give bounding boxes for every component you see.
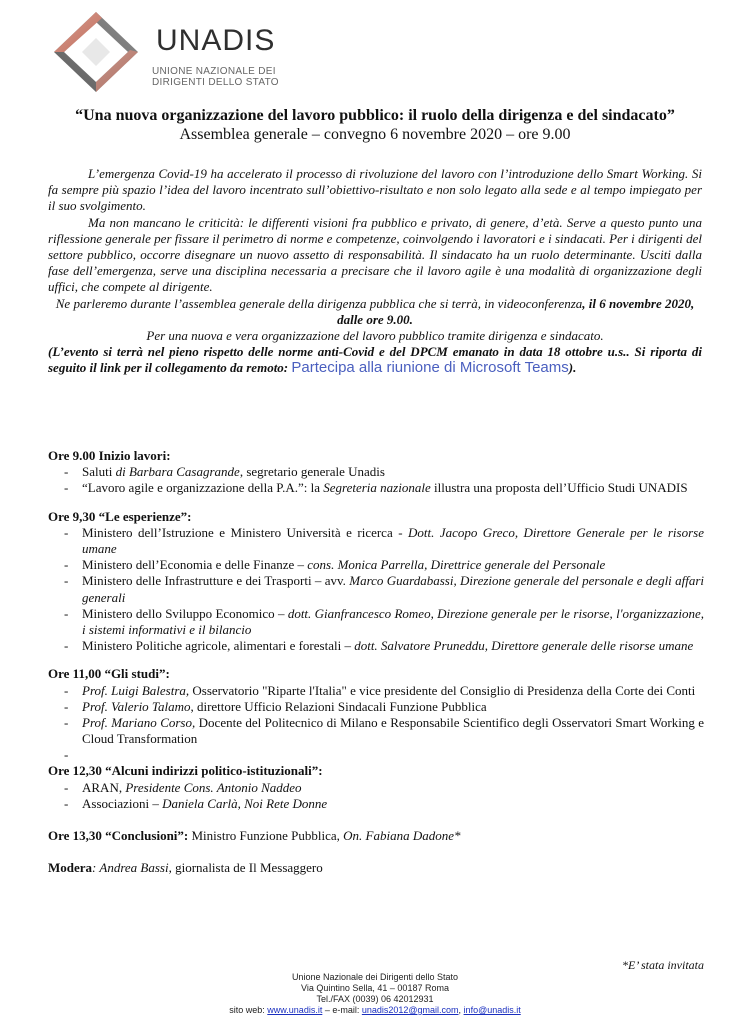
- event-note-end: ).: [568, 360, 577, 376]
- intro-paragraph-2: Ma non mancano le criticità: le differenti visioni fra pubblico e privato, di genere, d’età. Serve a questo punto una riflessione generale per fissare il perimetro di norme e competenze, coinvolgendo i lavoratori e i sindacati. Per i dirigenti del settore pubblico, occorre disegnare un nuovo assetto di responsabilità. Il sindacato ha un ruolo determinante. Usciti dalla fase dell’emergenza, serve una disciplina necessaria a precisare che il lavoro agile è una modalità di organizzazione degli uffici, che compete al dirigente.: [48, 214, 702, 295]
- item-person: Daniela Carlà, Noi Rete Donne: [162, 795, 328, 811]
- item-role: , segretario generale Unadis: [239, 464, 385, 480]
- item-text: Ministero dello Sviluppo Economico –: [82, 605, 288, 621]
- item-person: Prof. Mariano Corso,: [82, 715, 196, 731]
- event-note-text: (L’evento si terrà nel pieno rispetto delle norme anti-Covid e del DPCM emanato in data 18 ottobre u.s.. Si riporta di seguito il link per il collegamento da remoto:: [48, 344, 702, 376]
- item-text: Ministero Politiche agricole, alimentari e forestali –: [82, 638, 355, 654]
- logo-title: UNADIS: [156, 24, 276, 57]
- item-person: dott. Salvatore Pruneddu, Direttore generale delle risorse umane: [354, 638, 694, 654]
- unadis-logo: [48, 10, 308, 94]
- item-text: Saluti: [82, 464, 116, 480]
- item-text: “Lavoro agile e organizzazione della P.A.”: la: [82, 480, 324, 496]
- footer-email-label: – e-mail:: [322, 1005, 362, 1015]
- list-item: [48, 699, 704, 715]
- program-heading: Ore 11,00 “Gli studi”:: [48, 666, 170, 682]
- invited-note: *E’ stata invitata: [622, 958, 704, 972]
- item-person: Dott. Jacopo Greco, Direttore Generale per le risorse umane: [82, 524, 704, 557]
- program-list: [48, 525, 704, 655]
- item-person: Segreteria nazionale: [323, 480, 431, 496]
- item-text: Osservatorio "Riparte l'Italia" e vice presidente del Consiglio di Presidenza della Corte dei Conti: [189, 682, 696, 698]
- program-block-experiences: [48, 509, 704, 655]
- item-person: Presidente Cons. Antonio Naddeo: [125, 779, 302, 795]
- logo-subtitle-line2: DIRIGENTI DELLO STATO: [152, 77, 279, 88]
- program-block-opening: [48, 448, 704, 497]
- item-role: illustra una proposta dell’Ufficio Studi UNADIS: [430, 480, 688, 496]
- document-footer: [0, 972, 750, 1016]
- item-text: ARAN,: [82, 779, 126, 795]
- program-heading: Ore 12,30 “Alcuni indirizzi politico-istituzionali”:: [48, 763, 323, 779]
- list-item: [48, 715, 704, 747]
- event-note: [48, 344, 702, 376]
- list-item: [48, 464, 704, 480]
- list-item: [48, 780, 704, 796]
- program-list: [48, 464, 704, 496]
- email-link-2[interactable]: info@unadis.it: [463, 1005, 521, 1015]
- item-text: Docente del Politecnico di Milano e Responsabile Scientifico degli Osservatori Smart Working e Cloud Transformation: [82, 715, 705, 747]
- item-text: Ministero dell’Istruzione e Ministero Università e ricerca -: [82, 524, 408, 540]
- empty-list-dash: -: [64, 747, 69, 763]
- logo-subtitle-line1: UNIONE NAZIONALE DEI: [152, 66, 276, 77]
- footer-organization: Unione Nazionale dei Dirigenti dello Stato: [291, 972, 459, 982]
- item-person: cons. Monica Parrella, Direttrice generale del Personale: [307, 557, 606, 573]
- conclusions-heading: Ore 13,30 “Conclusioni”:: [48, 828, 189, 844]
- moderator-heading: Modera: [48, 860, 93, 876]
- conclusions-person: On. Fabiana Dadone*: [343, 828, 461, 844]
- footer-contacts: [0, 1005, 750, 1016]
- program-list: [48, 683, 704, 748]
- footer-email-separator: ,: [458, 1005, 464, 1015]
- list-item: [48, 796, 704, 812]
- intro-p3-text: Ne parleremo durante l’assemblea generale della dirigenza pubblica che si terrà, in videoconferenza: [55, 295, 583, 311]
- item-person: di Barbara Casagrande: [115, 464, 240, 480]
- item-person: Marco Guardabassi, Direzione generale del personale e degli affari generali: [82, 573, 705, 605]
- item-text: Associazioni –: [82, 795, 163, 811]
- intro-section: [48, 166, 702, 377]
- program-list: [48, 780, 704, 812]
- logo-subtitle: [152, 66, 312, 88]
- document-header: [0, 106, 750, 144]
- document-subtitle: Assemblea generale – convegno 6 novembre 2020 – ore 9.00: [179, 126, 571, 143]
- list-item: [48, 606, 704, 638]
- program-moderator: [48, 860, 704, 876]
- intro-p3-date: , il 6 novembre 2020, dalle ore 9.00.: [337, 295, 695, 327]
- item-person: Prof. Luigi Balestra,: [82, 682, 190, 698]
- list-item: [48, 683, 704, 699]
- program-block-institutional: [48, 763, 704, 812]
- footer-web-label: sito web:: [229, 1005, 268, 1015]
- intro-paragraph-1: L’emergenza Covid-19 ha accelerato il processo di rivoluzione del lavoro con l’introduzione dello Smart Working. Si fa sempre più spazio l’idea del lavoro incentrato sull’obiettivo-risultato e non solo legato alla sede e al tempo impiegato per il suo svolgimento.: [48, 166, 702, 214]
- conclusions-role: Ministro Funzione Pubblica,: [188, 828, 344, 844]
- item-text: Ministero delle Infrastrutture e dei Trasporti – avv.: [82, 573, 350, 589]
- program-conclusions: [48, 828, 704, 844]
- intro-paragraph-3: [48, 296, 702, 328]
- list-item: [48, 557, 704, 573]
- program-block-studies: [48, 666, 704, 763]
- document-title: “Una nuova organizzazione del lavoro pubblico: il ruolo della dirigenza e del sindacato”: [75, 107, 675, 124]
- item-person: dott. Gianfrancesco Romeo, Direzione generale per le risorse, l'organizzazione, i sistemi informativi e il bilancio: [82, 605, 704, 638]
- unadis-logo-mark-icon: [52, 10, 140, 94]
- list-item: [48, 525, 704, 557]
- footer-phone: Tel./FAX (0039) 06 42012931: [316, 994, 434, 1004]
- moderator-role: giornalista de Il Messaggero: [171, 860, 323, 876]
- website-link[interactable]: www.unadis.it: [267, 1005, 323, 1015]
- moderator-person: : Andrea Bassi,: [92, 860, 172, 876]
- item-text: , direttore Ufficio Relazioni Sindacali Funzione Pubblica: [190, 698, 487, 714]
- item-text: Ministero dell’Economia e delle Finanze –: [82, 557, 308, 573]
- intro-paragraph-4: Per una nuova e vera organizzazione del lavoro pubblico tramite dirigenza e sindacato.: [146, 328, 604, 344]
- email-link-1[interactable]: unadis2012@gmail.com: [361, 1005, 459, 1015]
- program-section: [48, 448, 704, 876]
- program-heading: Ore 9.00 Inizio lavori:: [48, 448, 171, 463]
- list-item: [48, 480, 704, 496]
- list-item: [48, 573, 704, 605]
- teams-meeting-link[interactable]: Partecipa alla riunione di Microsoft Teams: [291, 359, 569, 377]
- item-person: Prof. Valerio Talamo: [82, 698, 191, 714]
- list-item: [48, 638, 704, 654]
- program-heading: Ore 9,30 “Le esperienze”:: [48, 508, 192, 524]
- footer-address: Via Quintino Sella, 41 – 00187 Roma: [301, 983, 449, 993]
